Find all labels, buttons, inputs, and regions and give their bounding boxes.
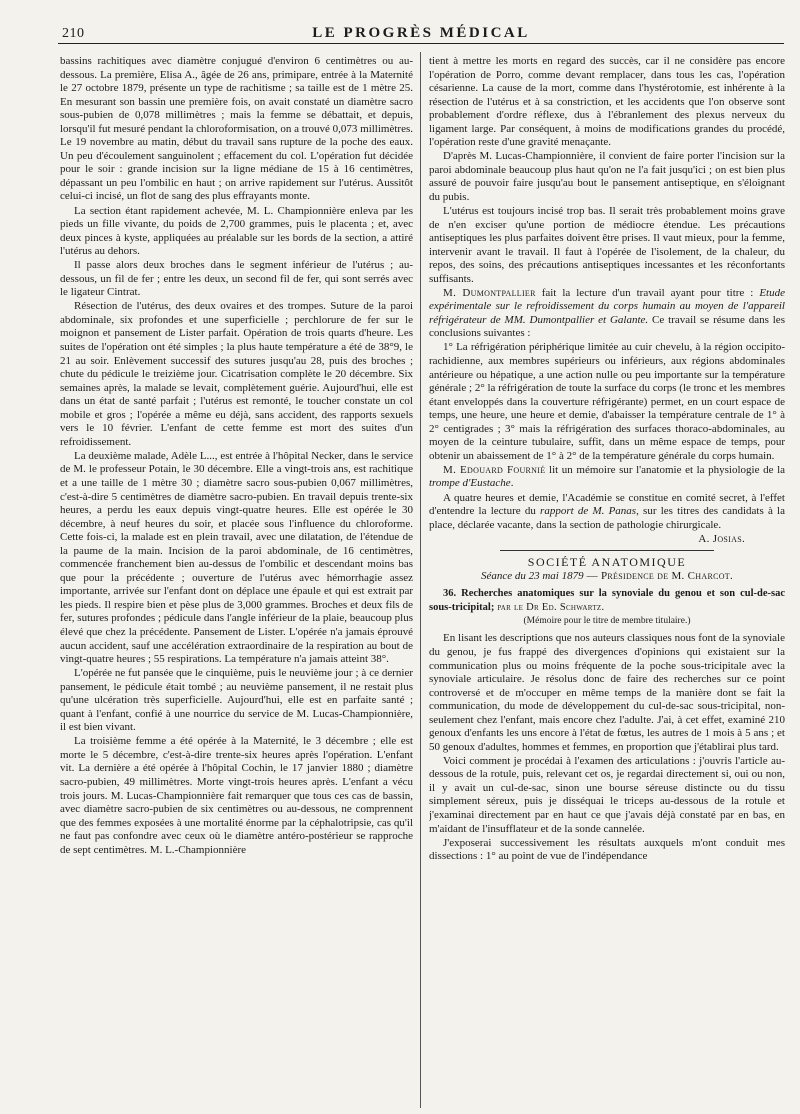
paragraph: Il passe alors deux broches dans le segment inférieur de l'utérus ; au-dessous, un fil de fer ; entre les deux, un second fil de fer, qui sont serrés avec le ligateur Cintrat. xyxy=(60,259,413,299)
conclusion-item: 1° La réfrigération périphérique limitée au cuir chevelu, à la région occipito-rachidienne, aux membres supérieurs ou inférieurs, aux régions abdominales antérieure ou hépatique, a une action nulle ou peu importante sur la température générale ; 2° la réfrigération de toute la surface du corps (le tronc et les membres étant enveloppés dans la couverture réfrigérante) permet, en un court espace de temps, une heure, une heure et demie, d'abaisser la température centrale de 1° à 2° centigrades ; 3° mais la réfrigération des surfaces thoraco-abdominales, au moyen de la ceinture tubulaire, suffit, dans un même espace de temps, pour obtenir un abaissement de 1° à 2° de la température générale du corps humain. xyxy=(429,341,785,462)
paragraph-text: fait la lecture d'un travail ayant pour titre : xyxy=(535,286,760,299)
paragraph: La section étant rapidement achevée, M. L. Championnière enleva par les pieds un fille vivante, du poids de 2,700 grammes, puis le placenta ; et, avec deux pinces à kyste, appliquées au préalable sur les bords de la section, a attiré l'utérus au dehors. xyxy=(60,204,413,258)
signature: A. Josias. xyxy=(698,532,745,545)
session-date: 23 mai 1879 xyxy=(528,569,584,582)
right-intro-paragraphs xyxy=(429,55,785,286)
article-note: (Mémoire pour le titre de membre titulaire.) xyxy=(523,615,691,626)
paragraph: J'exposerai successivement les résultats auxquels m'ont conduit mes dissections : 1° au point de vue de l'indépendance xyxy=(429,836,785,863)
paragraph: D'après M. Lucas-Championnière, il convient de faire porter l'incision sur la paroi abdominale beaucoup plus haut qu'on ne l'a fait jusqu'ici ; on est bien plus assuré de pouvoir faire jusqu'au bout le pansement antiseptique, en s'éloignant du pubis. xyxy=(429,150,785,203)
paragraph-text: lit un mémoire sur l'anatomie et la physiologie de la xyxy=(545,463,785,476)
page-header xyxy=(58,14,784,44)
work-title: trompe d'Eustache xyxy=(429,477,511,490)
author-name: M. Dumontpallier xyxy=(443,286,536,299)
paragraph: La deuxième malade, Adèle L..., est entrée à l'hôpital Necker, dans le service de M. le professeur Potain, le 30 décembre. Elle a vingt-trois ans, est rachitique et a une taille de 1 mètre 30 ; diamètre sacro sous-pubien 0,067 millimètres, c'est-à-dire 5 centimètres de diamètre sacro-pubien. En travail depuis trente-six heures, a perdu les eaux depuis vingt-quatre heures. Elle est opérée le 30 décembre, à neuf heures du soir, et placée sous l'influence du chloroforme. Cette fois-ci, la malade est en plein travail, avec une dilatation, de l'étendue de la paume de la main. Incision de la paroi abdominale, de 16 centimètres, commencée franchement bien au-dessus de l'ombilic et descendant moins bas que pour la précédente ; ouverture de l'utérus avec hémorrhagie assez importante, arrivée sur l'enfant dont on déplace une épaule et qui est extrait par les pieds. Il respire bien et pèse plus de 3,000 grammes. Broches et deux fils de fer, sutures profondes ; pédicule dans l'angle inférieur de la plaie, beaucoup plus élevé que chez la précédente. Pansement de Lister. L'opérée n'a jamais éprouvé aucun accident, sauf une accélération extraordinaire de la respiration au bout de vingt-quatre heures ; 55 respirations. La température n'a jamais atteint 38°. xyxy=(60,449,413,666)
session-presidence: — Présidence de M. Charcot. xyxy=(583,569,734,582)
report-title: rapport de M. Panas xyxy=(540,505,637,518)
paragraph: La troisième femme a été opérée à la Maternité, le 3 décembre ; elle est morte le 5 décembre, c'est-à-dire trente-six heures après l'opération. L'enfant vit. La dernière a été opérée à l'hôpital Cochin, le 17 janvier 1880 ; diamètre sacro-pubien, 49 millimètres. Morte vingt-trois heures après. L'enfant a vécu trois jours. M. Lucas-Championnière fait remarquer que tous ces cas de bassin, avec diamètre sacro-pubien de six centimètres ou au-dessous, ne comprennent que des femmes exposées à une mortalité énorme par la céphalotripsie, cas qu'il ne faut pas confondre avec ceux où le diamètre antéro-postérieur se rapproche de sept centimètres. M. L.-Championnière xyxy=(60,735,413,856)
article-number: 36. xyxy=(443,588,457,600)
left-column xyxy=(60,55,413,1107)
paragraph-text: . xyxy=(510,477,514,490)
page-number: 210 xyxy=(62,26,85,41)
journal-title: LE PROGRÈS MÉDICAL xyxy=(312,25,530,41)
paragraph-text: , sur les titres des candidats à la place, déclarée vacante, dans la section de pathologie chirurgicale. xyxy=(429,505,785,531)
conclusions-list xyxy=(429,341,785,463)
comite-paragraph xyxy=(429,492,785,533)
paragraph: L'utérus est toujours incisé trop bas. Il serait très probablement moins grave de n'en exciser qu'une portion de médiocre étendue. Les précautions antiseptiques les plus parfaites doivent être prises. Il vaut mieux, pour la femme, intervenir avant le travail. Il faut à l'opérée de l'isolement, de la chaleur, du repos, des soins, des précautions antiseptiques incessantes et les réconfortants suffisants. xyxy=(429,205,785,285)
paragraph: tient à mettre les morts en regard des succès, car il ne considère pas encore l'opération de Porro, comme devant remplacer, dans tous les cas, l'opération césarienne. La cause de la mort, comme dans l'hystérotomie, est inhérente à la résection de l'utérus et à sa constriction, et les accidents que l'on observe sont probablement d'ordre réflexe, dus à l'ébranlement des plexus nerveux du ligament large. Par conséquent, à moins de modifications grandes du procédé, l'opération reste d'une gravité menaçante. xyxy=(429,55,785,149)
work-title: Etude expérimentale sur le refroidissement du corps humain au moyen de l'appareil réfrigérateur de MM. Dumontpallier et Galante. xyxy=(429,286,785,326)
article-heading xyxy=(429,587,785,614)
column-divider xyxy=(420,52,421,1108)
paragraph: En lisant les descriptions que nos auteurs classiques nous font de la synoviale du genou, je fus frappé des divergences d'opinions qui existaient sur la communication plus ou moins fréquente de la poche sous-tricipitale avec la synoviale articulaire. Je résolus donc de faire des recherches sur ce point controversé et de m'occuper en même temps de la manière dont se fait la communication, du mode de développement du cul-de-sac sous-tricipital, non-seulement chez l'enfant, mais encore chez l'adulte. J'ai, à cet effet, examiné 210 genoux d'enfants les uns encore à l'état de fœtus, les autres de 1 mois à 5 ans ; et 50 genoux d'adultes, hommes et femmes, en proportion que j'établirai plus tard. xyxy=(429,632,785,753)
article-body xyxy=(429,632,785,863)
paragraph: Voici comment je procédai à l'examen des articulations : j'ouvris l'article au-dessous de la rotule, puis, relevant cet os, je regardai directement si, oui ou non, il y avait un cul-de-sac, sinon une bourse séreuse distincte ou du tissu simplement séreux, puis je disséquai le triceps au-dessous de la rotule et j'examinai directement par en haut ce que j'avais déjà constaté par en bas, en m'aidant de l'insufflateur et de la sonde cannelée. xyxy=(429,754,785,835)
paragraph-text: Ce travail se résume dans les conclusions suivantes : xyxy=(429,313,785,340)
right-column xyxy=(429,55,785,1107)
author-name: M. Edouard Fournié xyxy=(443,463,546,476)
session-line xyxy=(429,570,785,584)
article-author: par le Dr Ed. Schwartz. xyxy=(494,601,605,613)
paragraph: Résection de l'utérus, des deux ovaires et des trompes. Suture de la paroi abdominale, six profondes et une superficielle ; perchlorure de fer sur le moignon et pansement de Lister parfait. Opération de trois quarts d'heure. Les suites de l'opération ont été simples ; la plus haute température a été de 38°9, le 21 au soir. Enlèvement successif des sutures jusqu'au 28, puis des broches ; chute du pédicule le treizième jour. Cicatrisation complète le 20 décembre. Six semaines après, la malade se levait, complètement guérie. Aujourd'hui, elle est dans un état de santé parfait ; l'utérus est remonté, le toucher constate un col mobile et gros ; l'opérée a même eu déjà, sans accident, des rapports sexuels vers le 10 février. L'enfant de cette femme est mort des suites d'un refroidissement. xyxy=(60,300,413,448)
fournie-paragraph xyxy=(429,464,785,491)
section-title: SOCIÉTÉ ANATOMIQUE xyxy=(527,555,687,570)
paragraph-text: A quatre heures et demie, l'Académie se constitue en comité secret, à l'effet d'entendre la lecture du xyxy=(429,491,785,518)
paragraph: bassins rachitiques avec diamètre conjugué d'environ 6 centimètres ou au-dessous. La première, Elisa A., âgée de 26 ans, primipare, entrée à la Maternité le 27 octobre 1879, présente un type de rachitisme ; sa taille est de 1 mètre 25. En mesurant son bassin une première fois, on avait constaté un diamètre sacro sous-pubien de 0,078 millimètres ; mais la femme se débattait, et depuis, lorsqu'il fut mesuré pendant la chloroformisation, on a trouvé 0,073 millimètres. Le 19 novembre au matin, début du travail sans rupture de la poche des eaux. Un peu d'écoulement sanguinolent ; effacement du col. L'opération fut décidée pour le soir : grande incision sur la ligne médiane de 15 à 16 centimètres, dépassant un peu l'ombilic en haut ; on arrive rapidement sur l'utérus. Aussitôt celui-ci incisé, un flot de sang des plus effrayants monte. xyxy=(60,55,413,203)
session-label: Séance du xyxy=(480,569,526,582)
section-separator xyxy=(500,550,714,551)
dumontpallier-paragraph xyxy=(429,287,785,341)
article-title: Recherches anatomiques sur la synoviale du genou et son cul-de-sac sous-tricipital; xyxy=(429,588,785,613)
paragraph: L'opérée ne fut pansée que le cinquième, puis le neuvième jour ; à ce dernier pansement, le pédicule était tombé ; au neuvième pansement, il ne restait plus qu'une ulcération très superficielle. Aujourd'hui, elle est en parfaite santé ; quant à l'enfant, confié à une nourrice du service de M. Lucas-Championnière, il est bien vivant. xyxy=(60,667,413,734)
